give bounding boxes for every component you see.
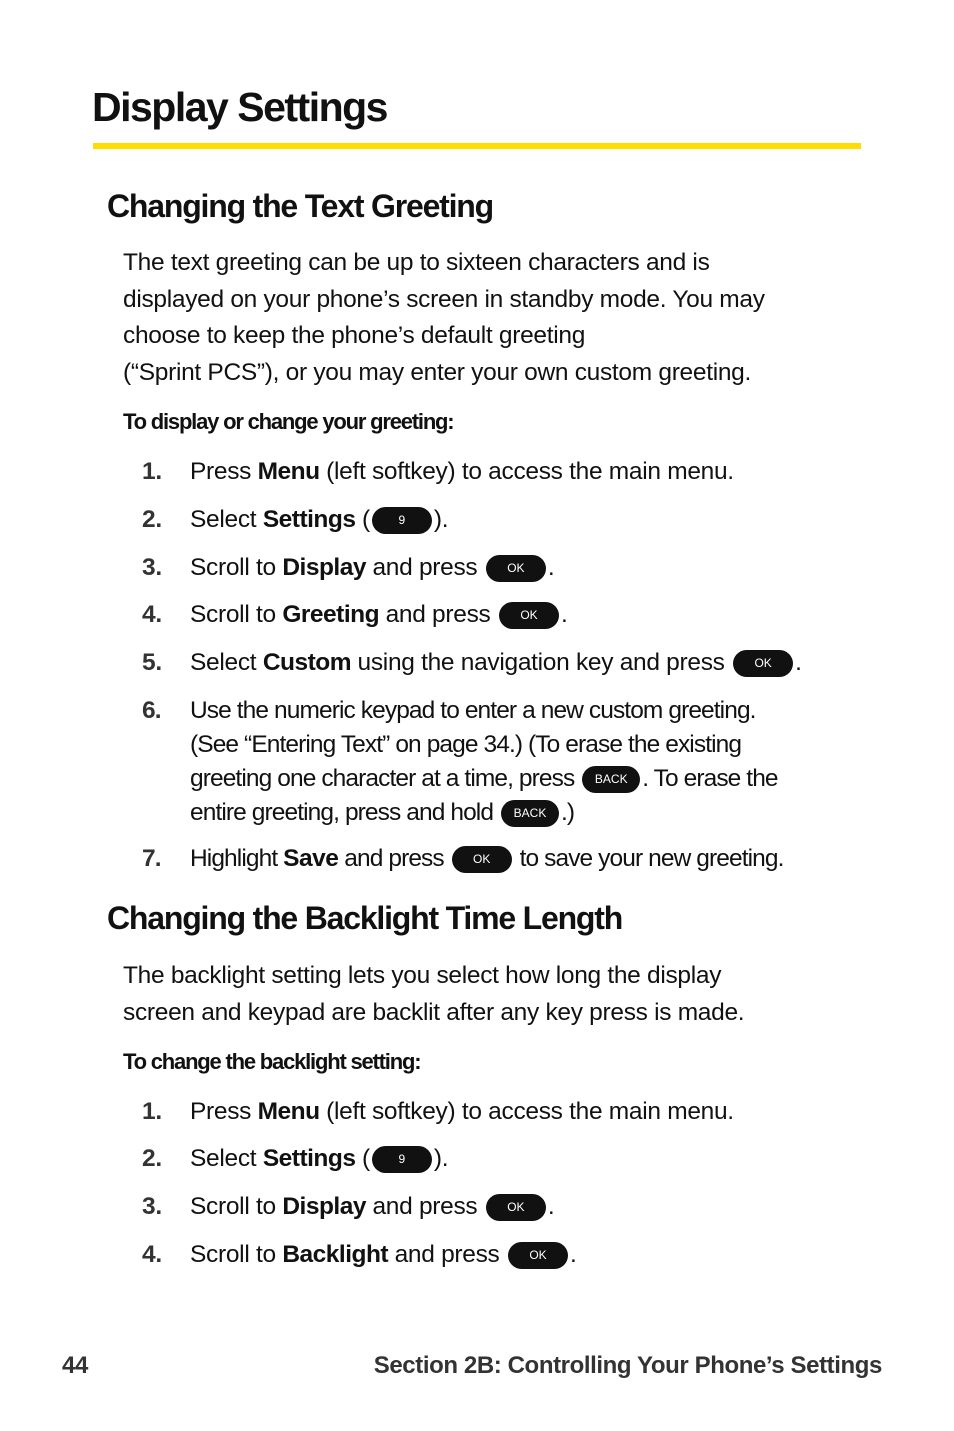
step-text: Press Menu (left softkey) to access the main menu. xyxy=(190,458,734,485)
title-underline-rule xyxy=(93,143,861,149)
intro-line: choose to keep the phone’s default greeting xyxy=(123,322,586,349)
menu-term: Save xyxy=(283,845,339,872)
intro-line: (“Sprint PCS”), or you may enter your own custom greeting. xyxy=(123,358,752,386)
step-line: Use the numeric keypad to enter a new custom greeting. xyxy=(190,697,756,724)
menu-term: Greeting xyxy=(282,601,380,628)
step-text: Scroll to Backlight and press OK . xyxy=(190,1241,577,1268)
step-text: Select Settings ( 9 ). xyxy=(190,506,449,533)
key-9-icon: 9 xyxy=(372,1146,432,1173)
step-number: 3. xyxy=(142,1193,162,1220)
step-text: Highlight Save and press OK to save your new greeting. xyxy=(190,845,784,872)
section-label: Section 2B: Controlling Your Phone’s Settings xyxy=(373,1352,882,1379)
step-line: entire greeting, press and hold BACK .) xyxy=(190,799,575,826)
text-greeting-intro xyxy=(123,245,765,391)
section-heading-backlight: Changing the Backlight Time Length xyxy=(107,900,623,936)
step-text: Select Settings ( 9 ). xyxy=(190,1145,449,1172)
step-number: 1. xyxy=(142,458,162,485)
backlight-intro xyxy=(123,958,744,1031)
step-number: 4. xyxy=(142,601,162,628)
step-number: 3. xyxy=(142,554,162,581)
menu-term: Display xyxy=(282,1193,366,1220)
page-number: 44 xyxy=(62,1352,88,1379)
intro-line: The text greeting can be up to sixteen characters and is xyxy=(123,249,710,276)
step-text xyxy=(190,694,778,830)
step-text: Scroll to Display and press OK . xyxy=(190,554,555,581)
step-line: greeting one character at a time, press BACK . To erase the xyxy=(190,765,778,792)
menu-term: Display xyxy=(282,554,366,581)
ok-key-icon: OK xyxy=(508,1242,568,1269)
ok-key-icon: OK xyxy=(452,846,512,873)
step-number: 7. xyxy=(142,845,161,872)
back-key-icon: BACK xyxy=(582,766,640,793)
step-text: Scroll to Greeting and press OK . xyxy=(190,601,568,628)
step-number: 2. xyxy=(142,506,162,533)
ok-key-icon: OK xyxy=(486,1194,546,1221)
step-text: Scroll to Display and press OK . xyxy=(190,1193,555,1220)
step-number: 6. xyxy=(142,697,161,724)
page-title: Display Settings xyxy=(92,84,387,130)
menu-term: Menu xyxy=(257,1098,320,1125)
step-number: 2. xyxy=(142,1145,162,1172)
ok-key-icon: OK xyxy=(499,602,559,629)
procedure-title-backlight: To change the backlight setting: xyxy=(123,1049,421,1074)
menu-term: Custom xyxy=(262,649,352,676)
back-key-icon: BACK xyxy=(501,800,559,827)
menu-term: Menu xyxy=(257,458,320,485)
procedure-title-greeting: To display or change your greeting: xyxy=(123,409,454,434)
intro-line: displayed on your phone’s screen in standby mode. You may xyxy=(123,285,765,313)
menu-term: Settings xyxy=(262,1145,356,1172)
ok-key-icon: OK xyxy=(486,555,546,582)
step-line: (See “Entering Text” on page 34.) (To erase the existing xyxy=(190,731,742,758)
menu-term: Settings xyxy=(262,506,356,533)
step-text: Press Menu (left softkey) to access the main menu. xyxy=(190,1098,734,1125)
ok-key-icon: OK xyxy=(733,650,793,677)
step-number: 5. xyxy=(142,649,162,676)
key-9-icon: 9 xyxy=(372,507,432,534)
step-text: Select Custom using the navigation key and press OK . xyxy=(190,649,802,676)
section-heading-text-greeting: Changing the Text Greeting xyxy=(107,188,494,224)
intro-line: screen and keypad are backlit after any key press is made. xyxy=(123,998,745,1026)
menu-term: Backlight xyxy=(282,1241,389,1268)
step-number: 1. xyxy=(142,1098,162,1125)
intro-line: The backlight setting lets you select how long the display xyxy=(123,962,722,989)
step-number: 4. xyxy=(142,1241,162,1268)
